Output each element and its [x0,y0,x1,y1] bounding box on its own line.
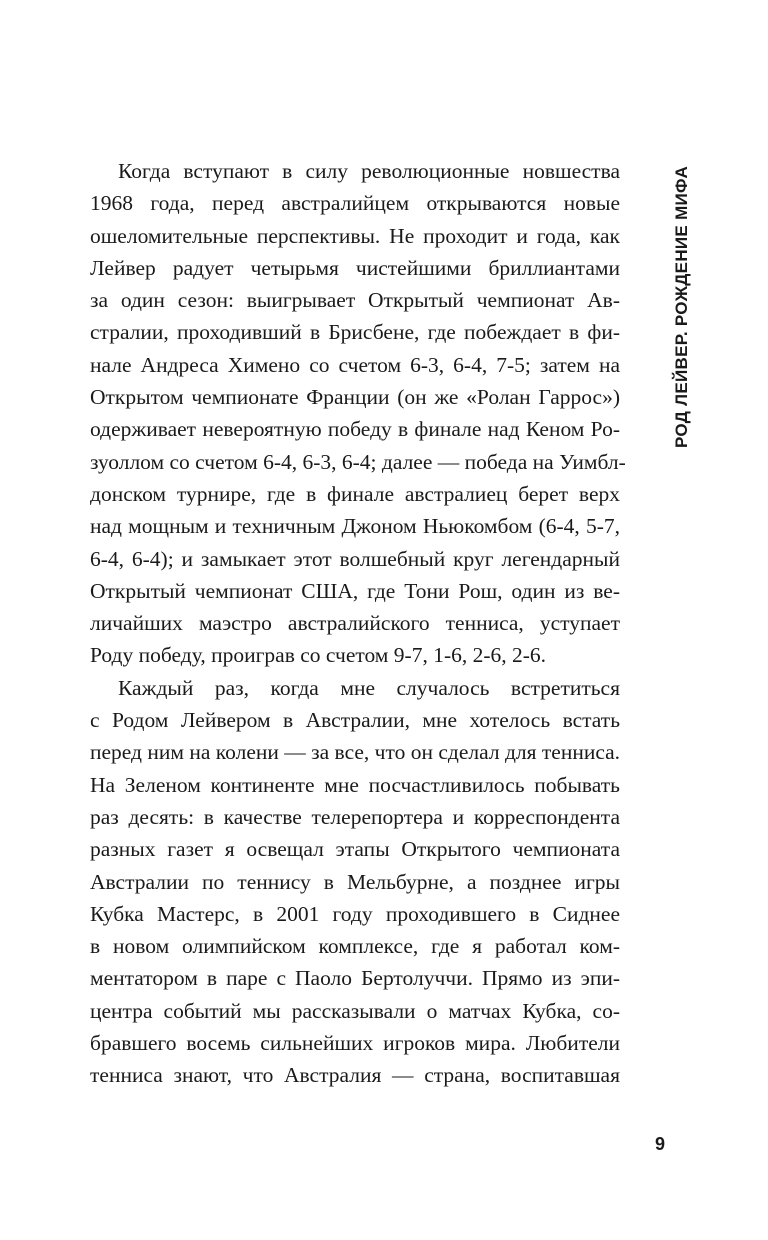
text-line: с Родом Лейвером в Австралии, мне хотелось встать [90,708,620,733]
text-line: Открытом чемпионате Франции (он же «Ролан Гаррос») [90,385,620,410]
text-line: центра событий мы рассказывали о матчах Кубка, со- [90,998,620,1023]
text-line: Кубка Мастерс, в 2001 году проходившего в Сиднее [90,901,620,926]
text-line: Роду победу, проиграв со счетом 9-7, 1-6, 2-6, 2-6. [90,643,547,668]
text-line: Когда вступают в силу революционные новшества [118,159,620,183]
paragraph-1 [90,155,626,672]
page-number: 9 [655,1134,666,1154]
text-line: 6-4, 6-4); и замыкает этот волшебный круг легендарный [90,546,620,571]
text-line: раз десять: в качестве телерепортера и корреспондента [90,804,620,829]
text-line: ошеломительные перспективы. Не проходит и года, как [90,223,620,248]
text-line: Каждый раз, когда мне случалось встретиться [118,675,620,700]
paragraph-2 [90,672,620,1092]
text-line: 1968 года, перед австралийцем открываются новые [90,191,620,216]
text-line: за один сезон: выигрывает Открытый чемпионат Ав- [90,288,620,313]
text-line: Открытый чемпионат США, где Тони Рош, один из ве- [90,578,620,603]
text-line: ментатором в паре с Паоло Бертолуччи. Прямо из эпи- [90,966,620,991]
text-line: Австралии по теннису в Мельбурне, а позднее игры [90,869,620,894]
text-line: разных газет я освещал этапы Открытого чемпионата [90,837,620,862]
text-line: На Зеленом континенте мне посчастливилось побывать [90,772,620,797]
text-line: над мощным и техничным Джоном Ньюкомбом (6-4, 5-7, [90,514,620,539]
text-line: в новом олимпийском комплексе, где я работал ком- [90,934,620,959]
text-line: одерживает невероятную победу в финале над Кеном Ро- [90,417,620,442]
body-text [90,155,626,1092]
text-line: перед ним на колени — за все, что он сделал для тенниса. [90,740,621,765]
text-line: донском турнире, где в финале австралиец берет верх [90,481,620,506]
text-line: Лейвер радует четырьмя чистейшими бриллиантами [90,255,620,280]
running-head [646,148,691,448]
text-line: нале Андреса Химено со счетом 6-3, 6-4, 7-5; затем на [90,352,620,377]
text-line: тенниса знают, что Австралия — страна, воспитавшая [90,1063,620,1088]
running-head-text: РОД ЛЕЙВЕР. РОЖДЕНИЕ МИФА [672,165,691,448]
text-line: бравшего восемь сильнейших игроков мира. Любители [90,1031,620,1056]
text-line: зуоллом со счетом 6-4, 6-3, 6-4; далее — победа на Уимбл- [90,449,626,474]
text-line: стралии, проходивший в Брисбене, где побеждает в фи- [90,320,620,345]
text-line: личайших маэстро австралийского тенниса, уступает [90,611,620,636]
